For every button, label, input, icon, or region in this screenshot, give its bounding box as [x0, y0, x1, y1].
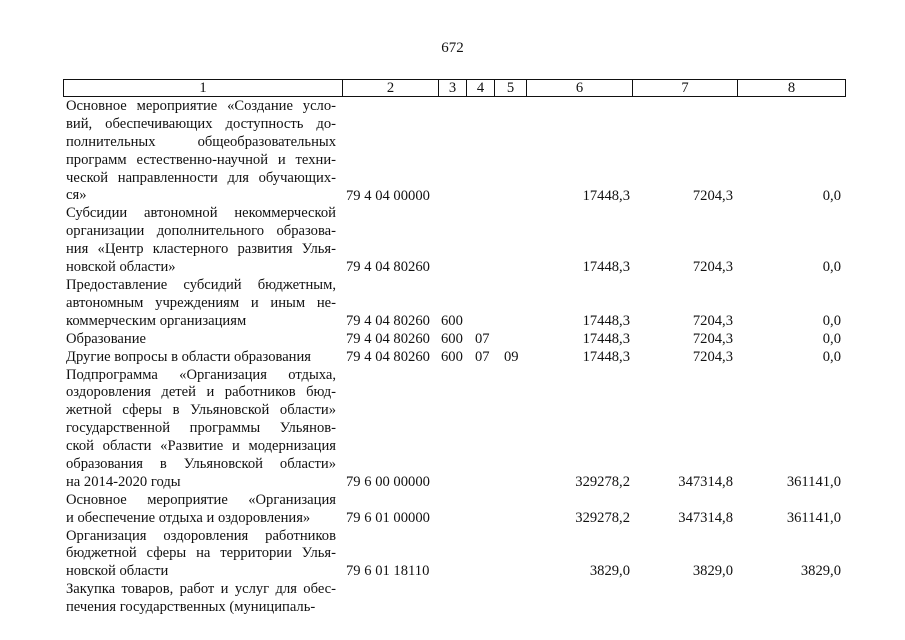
header-col-3: 3	[439, 80, 467, 97]
description-line: организации дополнительного образова-	[66, 223, 336, 240]
amount-col-8: 0,0	[822, 330, 841, 347]
expense-type-code: 600	[441, 348, 463, 365]
target-article-code: 79 4 04 80260	[346, 312, 430, 329]
amount-col-8: 0,0	[822, 312, 841, 329]
description-line: вий, обеспечивающих доступность до-	[66, 115, 336, 132]
description-line: полнительных общеобразовательных	[66, 133, 336, 150]
subsection-code: 09	[504, 348, 519, 365]
description-line: Организация оздоровления работников	[66, 527, 336, 544]
description-line: новской области	[66, 563, 169, 580]
amount-col-8: 0,0	[822, 348, 841, 365]
row-description	[66, 367, 336, 492]
description-line: Другие вопросы в области образования	[66, 348, 312, 365]
table-header	[63, 79, 846, 97]
header-col-7: 7	[633, 80, 738, 97]
amount-col-7: 7204,3	[692, 187, 733, 204]
amount-col-7: 3829,0	[692, 563, 733, 580]
amount-col-7: 7204,3	[692, 330, 733, 347]
amount-col-6: 3829,0	[589, 563, 630, 580]
description-line: и обеспечение отдыха и оздоровления»	[66, 509, 311, 526]
amount-col-6: 329278,2	[575, 509, 630, 526]
row-description	[66, 205, 336, 277]
amount-col-6: 329278,2	[575, 473, 630, 490]
header-col-8: 8	[738, 80, 846, 97]
header-col-2: 2	[343, 80, 439, 97]
amount-col-7: 347314,8	[678, 473, 733, 490]
description-line: коммерческим организациям	[66, 312, 247, 329]
header-col-4: 4	[467, 80, 495, 97]
description-line: Закупка товаров, работ и услуг для обес-	[66, 581, 336, 598]
description-line: печения государственных (муниципаль-	[66, 599, 316, 616]
amount-col-6: 17448,3	[582, 187, 630, 204]
amount-col-8: 361141,0	[786, 509, 841, 526]
target-article-code: 79 6 01 18110	[346, 563, 430, 580]
target-article-code: 79 4 04 00000	[346, 187, 430, 204]
amount-col-6: 17448,3	[582, 259, 630, 276]
amount-col-6: 17448,3	[582, 330, 630, 347]
description-line: на 2014-2020 годы	[66, 473, 181, 490]
description-line: ческой направленности для обучающих-	[66, 169, 336, 186]
amount-col-7: 7204,3	[692, 259, 733, 276]
amount-col-8: 0,0	[822, 187, 841, 204]
description-line: Предоставление субсидий бюджетным,	[66, 277, 336, 293]
page-number: 672	[441, 40, 464, 56]
row-description	[66, 581, 336, 617]
amount-col-6: 17448,3	[582, 312, 630, 329]
description-line: автономным учреждениям и иным не-	[66, 294, 336, 311]
header-col-1: 1	[64, 80, 343, 97]
row-description	[66, 492, 336, 528]
target-article-code: 79 4 04 80260	[346, 259, 430, 276]
row-description	[66, 277, 336, 331]
description-line: жетной сферы в Ульяновской области»	[66, 402, 336, 419]
target-article-code: 79 4 04 80260	[346, 348, 430, 365]
target-article-code: 79 4 04 80260	[346, 330, 430, 347]
section-code: 07	[475, 348, 490, 365]
expense-type-code: 600	[441, 312, 463, 329]
description-line: Подпрограмма «Организация отдыха,	[66, 366, 336, 383]
description-line: новской области»	[66, 259, 176, 276]
description-line: программ естественно-научной и техни-	[66, 151, 336, 168]
description-line: Образование	[66, 330, 146, 347]
description-line: государственной программы Ульянов-	[66, 420, 336, 437]
amount-col-7: 7204,3	[692, 348, 733, 365]
description-line: оздоровления детей и работников бюд-	[66, 384, 336, 401]
description-line: образования в Ульяновской области»	[66, 455, 336, 472]
amount-col-7: 347314,8	[678, 509, 733, 526]
amount-col-7: 7204,3	[692, 312, 733, 329]
description-line: ся»	[66, 187, 87, 204]
amount-col-8: 3829,0	[800, 563, 841, 580]
description-line: ния «Центр кластерного развития Улья-	[66, 241, 336, 258]
section-code: 07	[475, 330, 490, 347]
description-line: Основное мероприятие «Создание усло-	[66, 98, 336, 114]
row-description	[66, 98, 336, 205]
amount-col-6: 17448,3	[582, 348, 630, 365]
target-article-code: 79 6 01 00000	[346, 509, 430, 526]
target-article-code: 79 6 00 00000	[346, 473, 430, 490]
amount-col-8: 361141,0	[786, 473, 841, 490]
row-description	[66, 331, 336, 349]
row-description	[66, 528, 336, 582]
header-col-5: 5	[495, 80, 527, 97]
amount-col-8: 0,0	[822, 259, 841, 276]
header-col-6: 6	[527, 80, 633, 97]
description-line: ской области «Развитие и модернизация	[66, 438, 336, 455]
description-line: Основное мероприятие «Организация	[66, 491, 336, 508]
description-line: бюджетной сферы на территории Улья-	[66, 545, 336, 562]
description-line: Субсидии автономной некоммерческой	[66, 205, 336, 222]
expense-type-code: 600	[441, 330, 463, 347]
row-description	[66, 349, 336, 367]
